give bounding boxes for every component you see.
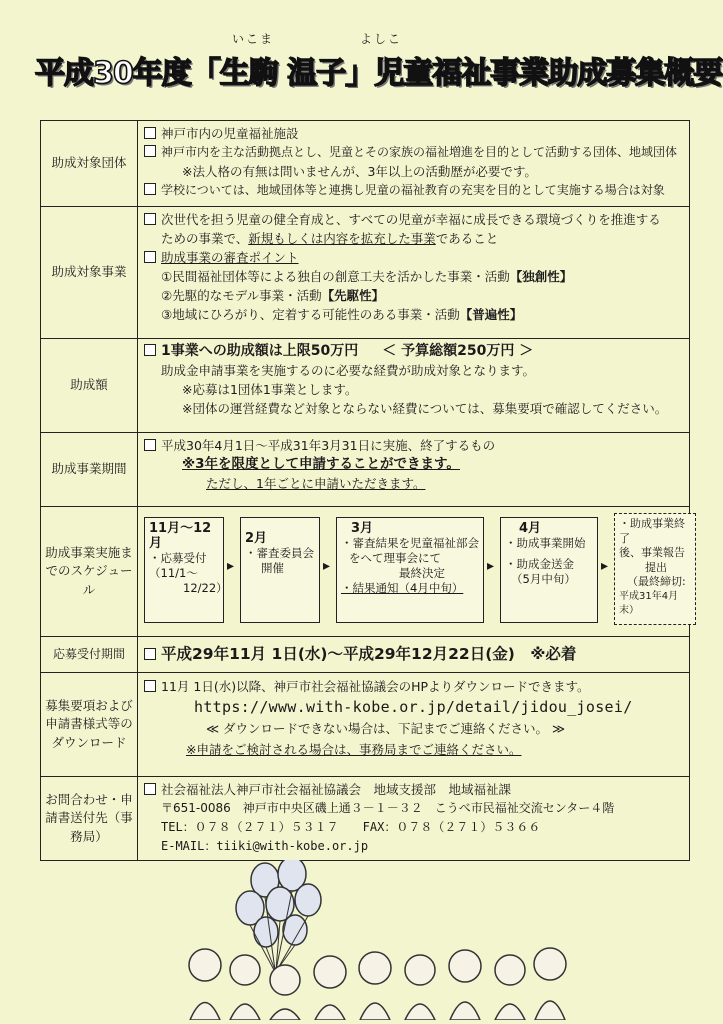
amount-line-2: 助成金申請事業を実施するのに必要な経費が助成対象となります。 xyxy=(161,363,536,378)
period-line-2: ※3年を限度として申請することができます。 xyxy=(182,456,460,472)
schedule-text: ・助成事業終了 xyxy=(619,517,685,545)
arrow-right-icon: ▸ xyxy=(601,558,609,574)
row-target-project xyxy=(41,207,690,339)
schedule-box-report xyxy=(614,513,696,625)
schedule-text: （11/1～ xyxy=(149,566,198,580)
amount-line-3: ※応募は1団体1事業とします。 xyxy=(182,382,358,397)
schedule-box-apr xyxy=(500,517,598,623)
schedule-text: 12/22） xyxy=(183,581,228,595)
amount-line-4: ※団体の運営経費など対象とならない経費については、募集要項で確認してください。 xyxy=(182,401,668,416)
row-download xyxy=(41,673,690,777)
checkbox-icon xyxy=(144,251,156,263)
furigana-yoshiko: よしこ xyxy=(359,32,402,46)
download-line-1: 11月 1日(水)以降、神戸市社会福祉協議会のHPよりダウンロードできます。 xyxy=(161,679,590,694)
checkbox-icon xyxy=(144,439,156,451)
schedule-text: 提出 xyxy=(645,560,667,574)
checkbox-icon xyxy=(144,213,156,225)
download-url-link[interactable]: https://www.with-kobe.or.jp/detail/jidou_josei/ xyxy=(194,698,633,716)
schedule-text: ・結果通知（4月中旬） xyxy=(341,581,464,595)
label-period: 助成事業期間 xyxy=(41,433,138,507)
schedule-text: ・助成事業開始 xyxy=(505,536,586,550)
schedule-text: ・審査結果を児童福祉部会 xyxy=(341,536,479,550)
schedule-text: ・助成金送金 xyxy=(505,557,574,571)
arrow-right-icon: ▸ xyxy=(227,558,235,574)
balloons-children-image xyxy=(170,860,580,1020)
download-line-3: ≪ ダウンロードできない場合は、下記までご連絡ください。 ≫ xyxy=(206,721,566,736)
amount-limit: 1事業への助成額は上限50万円 xyxy=(161,343,359,359)
target-org-item-2: 神戸市内を主な活動拠点とし、児童とその家族の福祉増進を目的として活動する団体、地域団体 xyxy=(161,145,678,159)
label-amount: 助成額 xyxy=(41,339,138,433)
furigana-ikoma: いこま xyxy=(232,32,275,46)
review-points-title: 助成事業の審査ポイント xyxy=(161,250,299,265)
project-line-2a: ための事業で、 xyxy=(161,231,249,246)
reception-period: 平成29年11月 1日(水)～平成29年12月22日(金) ※必着 xyxy=(161,645,577,663)
schedule-text: （最終締切: xyxy=(627,575,686,588)
contact-org: 社会福祉法人神戸市社会福祉協議会 地域支援部 地域福祉課 xyxy=(161,782,512,797)
schedule-head-3: 3月 xyxy=(351,521,374,536)
label-reception: 応募受付期間 xyxy=(41,637,138,673)
schedule-box-nov-dec xyxy=(144,517,228,623)
row-contact xyxy=(41,777,690,861)
checkbox-icon xyxy=(144,127,156,139)
label-schedule: 助成事業実施までのスケジュール xyxy=(41,507,138,637)
checkbox-icon xyxy=(144,648,156,660)
checkbox-icon xyxy=(144,183,156,195)
schedule-flow xyxy=(142,509,685,631)
review-point-1: ①民間福祉団体等による独自の創意工夫を活かした事業・活動 xyxy=(161,269,510,284)
schedule-head-4: 4月 xyxy=(519,521,542,536)
checkbox-icon xyxy=(144,344,156,356)
contact-address: 〒651-0086 神戸市中央区磯上通３－１－３２ こうべ市民福祉交流センター４階 xyxy=(161,801,615,815)
row-schedule xyxy=(41,507,690,637)
amount-budget: ＜ 予算総額250万円 ＞ xyxy=(382,343,534,359)
checkbox-icon xyxy=(144,680,156,692)
review-point-3: ③地域にひろがり、定着する可能性のある事業・活動 xyxy=(161,307,460,322)
schedule-text: ・応募受付 xyxy=(149,551,207,565)
schedule-box-feb xyxy=(240,517,320,623)
review-point-1-tag: 【独創性】 xyxy=(509,269,573,284)
page-title: 平成30年度「生駒 温子」児童福祉事業助成募集概要 xyxy=(35,56,723,91)
label-target-project: 助成対象事業 xyxy=(41,207,138,339)
title-furigana xyxy=(232,30,402,47)
schedule-text: 最終決定 xyxy=(399,566,445,580)
arrow-right-icon: ▸ xyxy=(487,558,495,574)
arrow-right-icon: ▸ xyxy=(323,558,331,574)
period-line-1: 平成30年4月1日～平成31年3月31日に実施、終了するもの xyxy=(161,438,496,453)
review-point-2-tag: 【先駆性】 xyxy=(321,288,385,303)
summary-table xyxy=(40,120,690,861)
schedule-head-1: 11月～12月 xyxy=(149,521,212,551)
schedule-text: 開催 xyxy=(261,561,284,575)
target-org-item-3: 学校については、地域団体等と連携し児童の福祉教育の充実を目的として実施する場合は対象 xyxy=(161,183,665,197)
label-contact: お問合わせ・申請書送付先（事務局） xyxy=(41,777,138,861)
project-line-1: 次世代を担う児童の健全育成と、すべての児童が幸福に成長できる環境づくりを推進する xyxy=(161,212,661,227)
contact-tel-fax: TEL：０７８（２７１）５３１７ FAX：０７８（２７１）５３６６ xyxy=(161,820,541,834)
label-download: 募集要項および申請書様式等のダウンロード xyxy=(41,673,138,777)
schedule-text: ・審査委員会 xyxy=(245,546,314,560)
children-balloons-illustration xyxy=(170,860,580,1020)
project-line-2c: であること xyxy=(435,231,499,246)
target-org-item-1: 神戸市内の児童福祉施設 xyxy=(161,126,299,141)
contact-email[interactable]: E-MAIL：tiiki@with-kobe.or.jp xyxy=(161,839,369,853)
download-line-4: ※申請をご検討される場合は、事務局までご連絡ください。 xyxy=(186,742,522,757)
review-point-3-tag: 【普遍性】 xyxy=(459,307,523,322)
schedule-box-mar xyxy=(336,517,484,623)
schedule-text: 平成31年4月末） xyxy=(619,590,679,616)
review-point-2: ②先駆的なモデル事業・活動 xyxy=(161,288,322,303)
period-line-3: ただし、1年ごとに申請いただきます。 xyxy=(206,476,426,491)
row-period xyxy=(41,433,690,507)
checkbox-icon xyxy=(144,783,156,795)
schedule-text: をへて理事会にて xyxy=(349,551,441,565)
project-line-2b: 新規もしくは内容を拡充した事業 xyxy=(248,231,436,246)
row-amount xyxy=(41,339,690,433)
label-target-org: 助成対象団体 xyxy=(41,121,138,207)
schedule-text: （5月中旬） xyxy=(511,572,576,586)
target-org-note: ※法人格の有無は問いませんが、3年以上の活動歴が必要です。 xyxy=(182,164,537,179)
schedule-head-2: 2月 xyxy=(245,531,268,546)
row-reception xyxy=(41,637,690,673)
row-target-org xyxy=(41,121,690,207)
checkbox-icon xyxy=(144,145,156,157)
schedule-text: 後、事業報告 xyxy=(619,546,685,559)
